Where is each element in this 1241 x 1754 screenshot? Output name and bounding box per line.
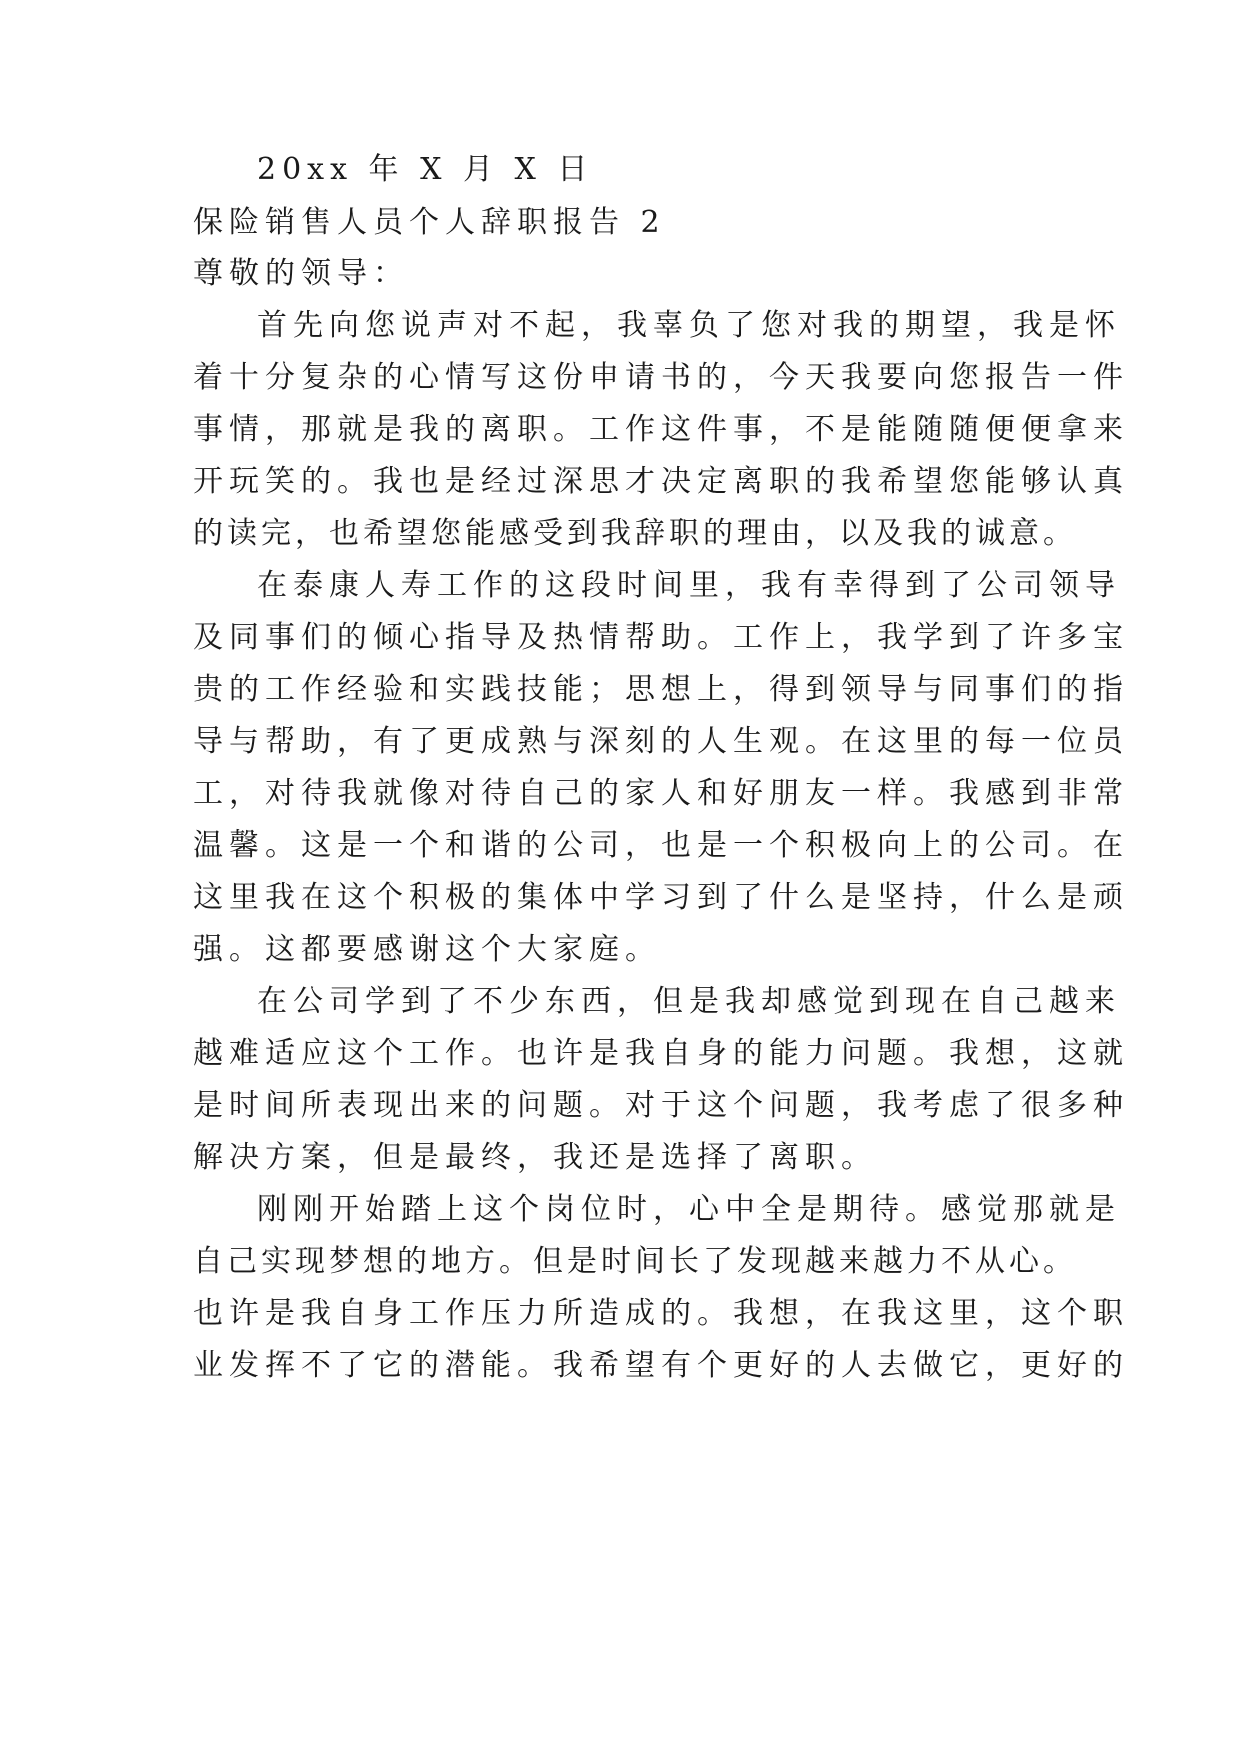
paragraph-3-line: 解决方案，但是最终，我还是选择了离职。 (193, 1140, 877, 1175)
date-line: 20xx 年 X 月 X 日 (257, 152, 594, 187)
paragraph-2-line: 及同事们的倾心指导及热情帮助。工作上，我学到了许多宝 (193, 620, 1129, 655)
paragraph-2-line: 强。这都要感谢这个大家庭。 (193, 932, 661, 967)
paragraph-3-line: 是时间所表现出来的问题。对于这个问题，我考虑了很多种 (193, 1088, 1129, 1123)
paragraph-4-line: 业发挥不了它的潜能。我希望有个更好的人去做它，更好的 (193, 1348, 1129, 1383)
paragraph-4-line: 自己实现梦想的地方。但是时间长了发现越来越力不从心。 (193, 1244, 1077, 1279)
paragraph-1-line: 首先向您说声对不起，我辜负了您对我的期望，我是怀 (257, 308, 1121, 343)
paragraph-2-line: 这里我在这个积极的集体中学习到了什么是坚持，什么是顽 (193, 880, 1129, 915)
paragraph-2-line: 温馨。这是一个和谐的公司，也是一个积极向上的公司。在 (193, 828, 1129, 863)
paragraph-1-line: 开玩笑的。我也是经过深思才决定离职的我希望您能够认真 (193, 464, 1129, 499)
paragraph-2-line: 贵的工作经验和实践技能；思想上，得到领导与同事们的指 (193, 672, 1129, 707)
paragraph-4-line: 也许是我自身工作压力所造成的。我想，在我这里，这个职 (193, 1296, 1129, 1331)
report-title: 保险销售人员个人辞职报告 2 (193, 205, 666, 240)
paragraph-2-line: 导与帮助，有了更成熟与深刻的人生观。在这里的每一位员 (193, 724, 1129, 759)
paragraph-1-line: 着十分复杂的心情写这份申请书的，今天我要向您报告一件 (193, 360, 1129, 395)
paragraph-4-line: 刚刚开始踏上这个岗位时，心中全是期待。感觉那就是 (257, 1192, 1121, 1227)
paragraph-2-line: 工，对待我就像对待自己的家人和好朋友一样。我感到非常 (193, 776, 1129, 811)
paragraph-3-line: 越难适应这个工作。也许是我自身的能力问题。我想，这就 (193, 1036, 1129, 1071)
paragraph-3-line: 在公司学到了不少东西，但是我却感觉到现在自己越来 (257, 984, 1121, 1019)
paragraph-1-line: 事情，那就是我的离职。工作这件事，不是能随随便便拿来 (193, 412, 1129, 447)
paragraph-2-line: 在泰康人寿工作的这段时间里，我有幸得到了公司领导 (257, 568, 1121, 603)
paragraph-1-line: 的读完，也希望您能感受到我辞职的理由，以及我的诚意。 (193, 516, 1077, 551)
salutation: 尊敬的领导： (193, 256, 409, 291)
